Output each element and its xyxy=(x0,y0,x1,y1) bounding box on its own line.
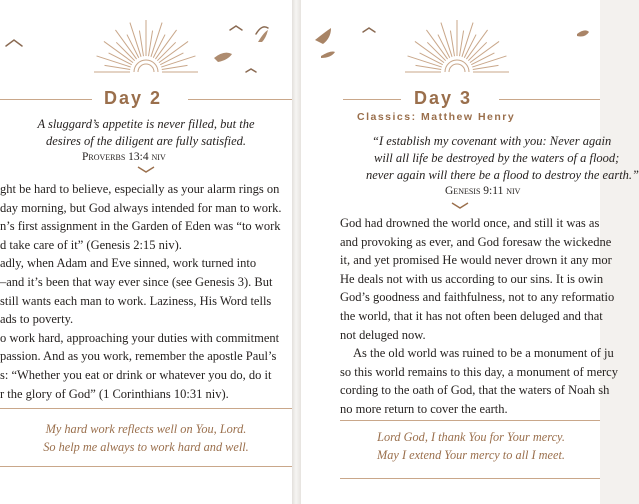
chevron-down-icon xyxy=(451,202,469,210)
sun-arc xyxy=(449,64,465,72)
title-rule-left xyxy=(0,99,92,100)
prayer-rule-bottom xyxy=(0,466,292,467)
right-page xyxy=(301,0,639,504)
verse-line: “I establish my covenant with you: Never again xyxy=(372,134,612,148)
sun-arc xyxy=(138,64,154,72)
body-line: and provoking as ever, and God foresaw the wickedne xyxy=(340,234,612,249)
body-line: God had drowned the world once, and still it was as xyxy=(340,216,600,230)
reference-book: Genesis xyxy=(445,185,481,197)
verse-line: will all life be destroyed by the waters of a flood; xyxy=(374,151,620,165)
body-line: day morning, but God always intended for man to work. xyxy=(0,200,282,215)
sunrise-birds-illustration xyxy=(0,0,292,90)
verse-reference xyxy=(445,185,520,197)
sunrise-birds-illustration xyxy=(301,0,600,90)
sun-arc xyxy=(134,60,158,72)
body-line: o work hard, approaching your duties with commitment xyxy=(0,330,280,345)
title-rule-right xyxy=(188,99,292,100)
verse-line: never again will there be a flood to destroy the earth.” xyxy=(366,168,639,182)
body-line: s: “Whether you eat or drink or whatever you do, do it xyxy=(0,367,272,382)
verse-line: desires of the diligent are fully satisfied. xyxy=(45,134,247,148)
day-title: Day 3 xyxy=(414,88,473,108)
prayer-line: My hard work reflects well on You, Lord. xyxy=(45,422,247,436)
body-line: He deals not with us according to our sins. It is owin xyxy=(340,271,604,286)
book-gutter xyxy=(292,0,301,504)
verse-line: A sluggard’s appetite is never filled, but the xyxy=(37,117,255,131)
body-line: adly, when Adam and Eve sinned, work turned into xyxy=(0,256,257,271)
title-rule-left xyxy=(343,99,401,100)
body-line: still wants each man to work. Laziness, His Word tells xyxy=(0,293,272,308)
body-line: r the glory of God” (1 Corinthians 10:31 niv). xyxy=(0,386,229,401)
reference-version: niv xyxy=(151,151,166,163)
body-line: As the old world was ruined to be a monument of ju xyxy=(353,346,614,361)
key-verse xyxy=(366,133,639,184)
prayer-line: So help me always to work hard and well. xyxy=(43,440,249,454)
body-line: no more return to cover the earth. xyxy=(340,401,508,416)
body-line: ght be hard to believe, especially as your alarm rings on xyxy=(0,182,280,196)
key-verse xyxy=(0,116,292,150)
prayer xyxy=(0,420,292,456)
body-line: not deluged now. xyxy=(340,327,426,342)
prayer xyxy=(340,428,602,464)
day-title: Day 2 xyxy=(104,88,163,108)
body-line: passion. And as you work, remember the apostle Paul’s xyxy=(0,349,277,364)
devotional-body xyxy=(340,214,618,419)
body-line: God’s goodness and faithfulness, not to any reformatio xyxy=(340,290,615,305)
prayer-rule-bottom xyxy=(340,478,600,479)
left-page xyxy=(0,0,292,504)
reference-citation: 9:11 xyxy=(483,185,504,197)
body-line: d take care of it” (Genesis 2:15 niv). xyxy=(0,237,182,252)
prayer-rule-top xyxy=(0,408,292,409)
reference-book: Proverbs xyxy=(82,151,126,163)
devotional-subtitle: Classics: Matthew Henry xyxy=(357,111,516,123)
body-line: so this world remains to this day, a monument of mercy xyxy=(340,364,618,379)
title-rule-right xyxy=(499,99,600,100)
prayer-rule-top xyxy=(340,420,600,421)
body-line: cording to the oath of God, that the waters of Noah sh xyxy=(340,383,610,398)
prayer-line: Lord God, I thank You for Your mercy. xyxy=(377,430,565,444)
devotional-body xyxy=(0,180,282,403)
prayer-line: May I extend Your mercy to all I meet. xyxy=(377,448,565,462)
body-line: the world, that it has not often been deluged and that xyxy=(340,308,603,323)
body-line: –and it’s been that way ever since (see Genesis 3). But xyxy=(0,274,273,289)
body-line: ads to poverty. xyxy=(0,312,74,327)
reference-citation: 13:4 xyxy=(128,151,149,163)
sun-arc xyxy=(445,60,469,72)
reference-version: niv xyxy=(506,185,521,197)
body-line: n’s first assignment in the Garden of Eden was “to work xyxy=(0,219,281,234)
body-line: it, and yet promised He would never drown it any mor xyxy=(340,253,612,268)
chevron-down-icon xyxy=(137,166,155,174)
verse-reference xyxy=(82,151,166,163)
